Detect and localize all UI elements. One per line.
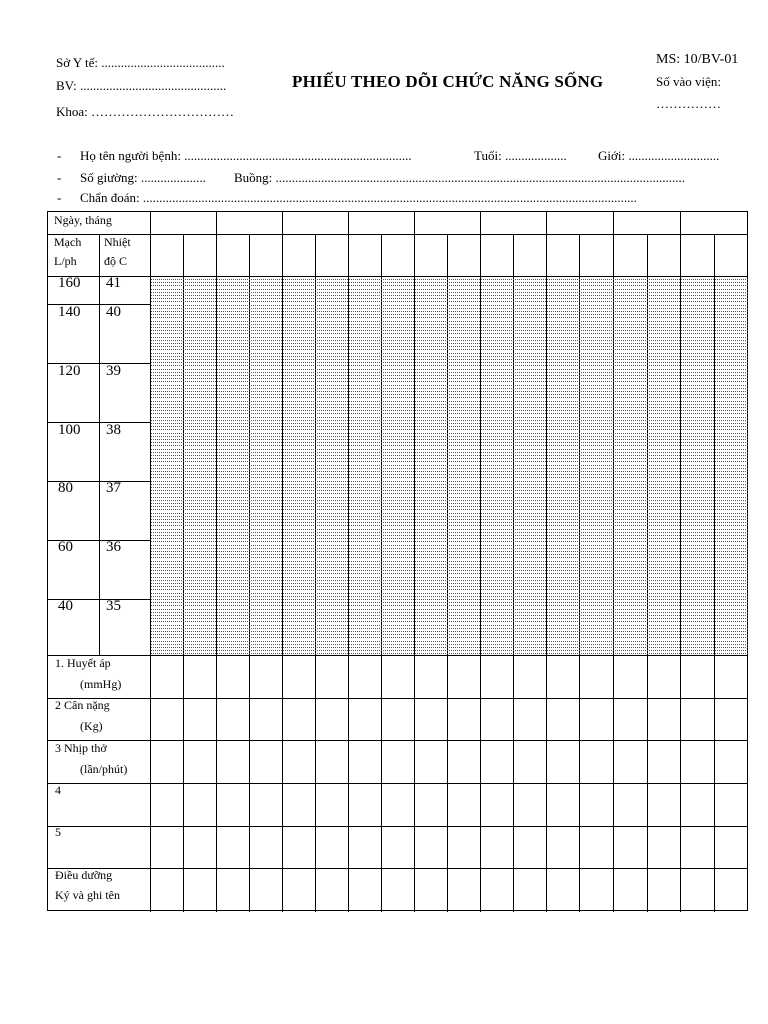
chart-dotted-line bbox=[151, 340, 748, 341]
mach-unit: L/ph bbox=[54, 254, 77, 268]
chart-dotted-line bbox=[151, 359, 748, 360]
bv-field: BV: ............................................. bbox=[56, 78, 227, 93]
pulse-100: 100 bbox=[58, 422, 81, 438]
chart-dotted-line bbox=[151, 516, 748, 517]
chart-dotted-line bbox=[151, 423, 748, 424]
chart-dotted-line bbox=[151, 391, 748, 392]
chart-dotted-line bbox=[151, 372, 748, 373]
chart-dotted-line bbox=[151, 615, 748, 616]
chart-dotted-line bbox=[151, 375, 748, 376]
chart-dotted-line bbox=[151, 449, 748, 450]
chart-dotted-line bbox=[151, 593, 748, 594]
graph-top-line bbox=[48, 276, 748, 277]
chart-dotted-line bbox=[151, 429, 748, 430]
chart-dotted-line bbox=[151, 586, 748, 587]
chart-dotted-line bbox=[151, 599, 748, 600]
day-column-line bbox=[282, 212, 283, 234]
chart-dotted-line bbox=[151, 401, 748, 402]
chart-dotted-line bbox=[151, 522, 748, 523]
chart-dotted-line bbox=[151, 285, 748, 286]
khoa-field: Khoa: …………………………… bbox=[56, 104, 235, 119]
chart-dotted-line bbox=[151, 461, 748, 462]
dieu-duong-label: Điều dưỡng bbox=[55, 868, 113, 882]
pulse-80: 80 bbox=[58, 480, 73, 496]
chart-dotted-line bbox=[151, 413, 748, 414]
chart-dotted-line bbox=[151, 343, 748, 344]
chart-dotted-line bbox=[151, 356, 748, 357]
chart-dotted-line bbox=[151, 637, 748, 638]
chart-dotted-line bbox=[151, 561, 748, 562]
chart-dotted-line bbox=[151, 525, 748, 526]
pulse-temp-divider bbox=[99, 234, 100, 655]
chart-dotted-line bbox=[151, 349, 748, 350]
chart-dotted-line bbox=[151, 647, 748, 648]
chart-dotted-line bbox=[151, 333, 748, 334]
chart-dotted-line bbox=[151, 317, 748, 318]
chart-dotted-line bbox=[151, 484, 748, 485]
chart-dotted-line bbox=[151, 394, 748, 395]
chart-dotted-line bbox=[151, 407, 748, 408]
chart-dotted-line bbox=[151, 493, 748, 494]
chart-dotted-line bbox=[151, 580, 748, 581]
chart-dotted-line bbox=[151, 455, 748, 456]
chart-dotted-line bbox=[151, 631, 748, 632]
chart-dotted-line bbox=[151, 577, 748, 578]
vital-signs-chart bbox=[47, 211, 748, 911]
pulse-60: 60 bbox=[58, 539, 73, 555]
row-line bbox=[48, 655, 748, 656]
chart-dotted-line bbox=[151, 385, 748, 386]
chart-dotted-line bbox=[151, 417, 748, 418]
chart-dotted-line bbox=[151, 621, 748, 622]
chart-dotted-line bbox=[151, 618, 748, 619]
chart-dotted-line bbox=[151, 311, 748, 312]
nhip-tho-label: 3 Nhịp thở bbox=[55, 741, 107, 755]
day-column-line bbox=[480, 212, 481, 234]
chart-dotted-line bbox=[151, 381, 748, 382]
pulse-40: 40 bbox=[58, 598, 73, 614]
day-column-line bbox=[680, 212, 681, 234]
chart-dotted-line bbox=[151, 634, 748, 635]
chart-dotted-line bbox=[151, 650, 748, 651]
can-nang-unit: (Kg) bbox=[80, 719, 103, 733]
chart-dotted-line bbox=[151, 279, 748, 280]
so-vao-vien-label: Số vào viện: bbox=[656, 74, 721, 89]
chart-dotted-line bbox=[151, 388, 748, 389]
chart-dotted-line bbox=[151, 324, 748, 325]
chart-dotted-line bbox=[151, 573, 748, 574]
chart-dotted-line bbox=[151, 641, 748, 642]
chan-doan-field: Chẩn đoán: ........................................................................................................................................................ bbox=[80, 190, 637, 205]
chart-dotted-line bbox=[151, 458, 748, 459]
chart-dotted-line bbox=[151, 471, 748, 472]
dash-bullet: - bbox=[57, 190, 62, 205]
chart-dotted-line bbox=[151, 513, 748, 514]
chart-dotted-line bbox=[151, 378, 748, 379]
day-column-line bbox=[546, 212, 547, 234]
chart-dotted-line bbox=[151, 420, 748, 421]
chart-dotted-line bbox=[151, 481, 748, 482]
day-column-line bbox=[348, 212, 349, 234]
ngay-thang-label: Ngày, tháng bbox=[54, 213, 112, 227]
chart-dotted-line bbox=[151, 308, 748, 309]
chart-dotted-line bbox=[151, 545, 748, 546]
day-column-line bbox=[216, 212, 217, 234]
huyet-ap-unit: (mmHg) bbox=[80, 677, 122, 691]
chart-dotted-line bbox=[151, 529, 748, 530]
chart-dotted-line bbox=[151, 653, 748, 654]
chart-dotted-line bbox=[151, 353, 748, 354]
pulse-160: 160 bbox=[58, 275, 81, 291]
chart-dotted-line bbox=[151, 314, 748, 315]
row-line bbox=[48, 826, 748, 827]
chart-dotted-line bbox=[151, 474, 748, 475]
temp-41: 41 bbox=[106, 275, 121, 291]
can-nang-label: 2 Cân nặng bbox=[55, 698, 110, 712]
chart-dotted-line bbox=[151, 554, 748, 555]
row-line bbox=[48, 783, 748, 784]
chart-dotted-line bbox=[151, 362, 748, 363]
chart-dotted-line bbox=[151, 564, 748, 565]
chart-dotted-line bbox=[151, 490, 748, 491]
so-giuong-field: Số giường: .................... bbox=[80, 170, 206, 185]
chart-dotted-line bbox=[151, 541, 748, 542]
chart-dotted-line bbox=[151, 445, 748, 446]
chart-dotted-line bbox=[151, 337, 748, 338]
row-line bbox=[48, 698, 748, 699]
temp-35: 35 bbox=[106, 598, 121, 614]
temp-40: 40 bbox=[106, 304, 121, 320]
chart-dotted-line bbox=[151, 602, 748, 603]
chart-dotted-line bbox=[151, 468, 748, 469]
chart-dotted-line bbox=[151, 295, 748, 296]
header-row-line bbox=[48, 234, 748, 235]
chart-dotted-line bbox=[151, 426, 748, 427]
chart-dotted-line bbox=[151, 301, 748, 302]
chart-dotted-line bbox=[151, 548, 748, 549]
chart-dotted-line bbox=[151, 557, 748, 558]
chart-dotted-line bbox=[151, 369, 748, 370]
chart-dotted-line bbox=[151, 439, 748, 440]
chart-dotted-line bbox=[151, 596, 748, 597]
chart-dotted-line bbox=[151, 567, 748, 568]
chart-dotted-line bbox=[151, 612, 748, 613]
chart-dotted-line bbox=[151, 365, 748, 366]
temp-38: 38 bbox=[106, 422, 121, 438]
so-y-te-field: Sở Y tế: ...................................... bbox=[56, 55, 225, 70]
chart-dotted-line bbox=[151, 625, 748, 626]
row-4-label: 4 bbox=[55, 783, 61, 797]
chart-dotted-line bbox=[151, 519, 748, 520]
chart-dotted-line bbox=[151, 397, 748, 398]
mach-label: Mạch bbox=[54, 235, 82, 249]
temp-36: 36 bbox=[106, 539, 121, 555]
chart-dotted-line bbox=[151, 282, 748, 283]
chart-dotted-line bbox=[151, 346, 748, 347]
chart-dotted-line bbox=[151, 503, 748, 504]
row-5-label: 5 bbox=[55, 825, 61, 839]
chart-dotted-line bbox=[151, 452, 748, 453]
chart-dotted-line bbox=[151, 298, 748, 299]
chart-dotted-line bbox=[151, 433, 748, 434]
chart-dotted-line bbox=[151, 330, 748, 331]
dash-bullet: - bbox=[57, 148, 62, 163]
chart-dotted-line bbox=[151, 465, 748, 466]
nhiet-label: Nhiệt bbox=[104, 235, 131, 249]
chart-dotted-line bbox=[151, 497, 748, 498]
chart-dotted-line bbox=[151, 327, 748, 328]
chart-dotted-line bbox=[151, 535, 748, 536]
chart-dotted-line bbox=[151, 628, 748, 629]
chart-dotted-line bbox=[151, 506, 748, 507]
chart-dotted-line bbox=[151, 436, 748, 437]
chart-dotted-line bbox=[151, 289, 748, 290]
form-code: MS: 10/BV-01 bbox=[656, 52, 739, 67]
chart-dotted-line bbox=[151, 477, 748, 478]
form-title: PHIẾU THEO DÕI CHỨC NĂNG SỐNG bbox=[292, 72, 604, 91]
buong-field: Buồng: .............................................................................................................................. bbox=[234, 170, 686, 185]
chart-dotted-line bbox=[151, 538, 748, 539]
chart-dotted-line bbox=[151, 583, 748, 584]
pulse-140: 140 bbox=[58, 304, 81, 320]
chart-dotted-line bbox=[151, 305, 748, 306]
chart-dotted-line bbox=[151, 570, 748, 571]
chart-dotted-line bbox=[151, 442, 748, 443]
row-line bbox=[48, 740, 748, 741]
day-column-line bbox=[613, 212, 614, 234]
day-column-line bbox=[414, 212, 415, 234]
chart-dotted-line bbox=[151, 589, 748, 590]
nhip-tho-unit: (lần/phút) bbox=[80, 762, 128, 776]
chart-dotted-line bbox=[151, 404, 748, 405]
chart-dotted-line bbox=[151, 321, 748, 322]
chart-dotted-line bbox=[151, 609, 748, 610]
chart-dotted-line bbox=[151, 292, 748, 293]
huyet-ap-label: 1. Huyết áp bbox=[55, 656, 111, 670]
row-line bbox=[48, 868, 748, 869]
chart-dotted-line bbox=[151, 509, 748, 510]
chart-dotted-line bbox=[151, 532, 748, 533]
chart-dotted-line bbox=[151, 500, 748, 501]
chart-dotted-line bbox=[151, 644, 748, 645]
chart-dotted-line bbox=[151, 605, 748, 606]
ho-ten-field: Họ tên người bệnh: ...................................................................... bbox=[80, 148, 412, 163]
chart-dotted-line bbox=[151, 487, 748, 488]
dash-bullet: - bbox=[57, 170, 62, 185]
temp-37: 37 bbox=[106, 480, 121, 496]
temp-39: 39 bbox=[106, 363, 121, 379]
nhiet-unit: độ C bbox=[104, 254, 128, 268]
ky-ghi-ten-label: Ký và ghi tên bbox=[55, 888, 120, 902]
gioi-field: Giới: ............................ bbox=[598, 148, 720, 163]
chart-dotted-line bbox=[151, 410, 748, 411]
tuoi-field: Tuổi: ................... bbox=[474, 148, 567, 163]
chart-dotted-line bbox=[151, 551, 748, 552]
so-vao-vien-dots: …………… bbox=[656, 96, 721, 111]
pulse-120: 120 bbox=[58, 363, 81, 379]
